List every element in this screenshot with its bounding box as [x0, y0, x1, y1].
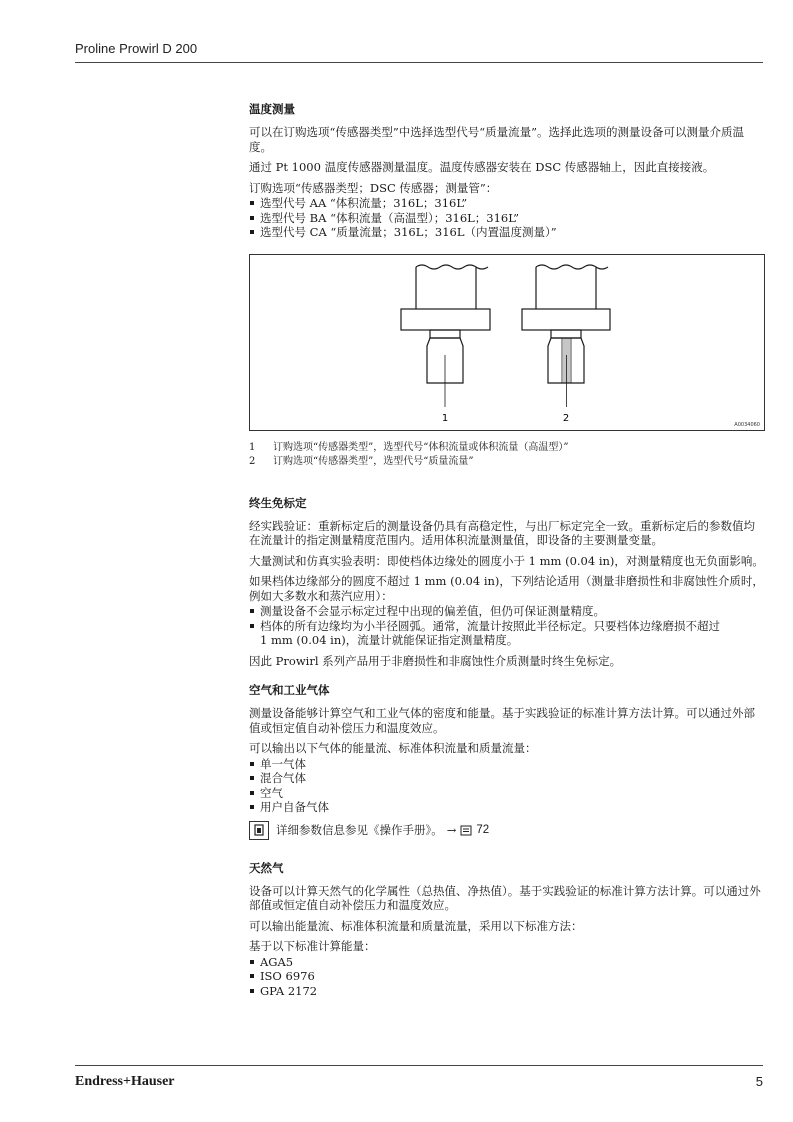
- list-item: 空气: [249, 786, 764, 801]
- temperature-sensor-element: [563, 338, 570, 383]
- page-icon[interactable]: [460, 825, 472, 836]
- note-reference: [249, 821, 764, 840]
- paragraph: 大量测试和仿真实验表明：即使档体边缘处的圆度小于 1 mm (0.04 in)，对测量精度也无负面影响。: [249, 553, 764, 568]
- paragraph: 设备可以计算天然气的化学属性（总热值、净热值）。基于实践验证的标准计算方法计算。可以通过外部值或恒定值自动补偿压力和温度效应。: [249, 883, 761, 912]
- footer-brand: Endress+Hauser: [75, 1074, 175, 1089]
- paragraph: 测量设备能够计算空气和工业气体的密度和能量。基于实践验证的标准计算方法计算。可以通过外部值或恒定值自动补偿压力和温度效应。: [249, 706, 755, 735]
- section-heading: 空气和工业气体: [249, 683, 330, 697]
- list-item: 单一气体: [249, 757, 764, 772]
- callout-1: 1: [441, 412, 449, 424]
- list-item: ISO 6976: [249, 969, 764, 984]
- legend-text: 订购选项“传感器类型”，选型代号“质量流量”: [273, 455, 474, 467]
- page-number: 5: [755, 1074, 763, 1089]
- paragraph: 因此 Prowirl 系列产品用于非磨损性和非腐蚀性介质测量时终生免标定。: [249, 653, 622, 668]
- flange-2: [522, 309, 610, 330]
- manual-reference-icon: [249, 821, 269, 840]
- section-heading: 终生免标定: [249, 495, 307, 510]
- bullet-list: [249, 196, 764, 240]
- list-item: 选型代号 BA “体积流量（高温型）；316L；316L”: [249, 211, 764, 226]
- bullet-list: [249, 955, 764, 999]
- arrow-right-icon: →: [446, 822, 457, 837]
- list-item: AGA5: [249, 955, 764, 970]
- sensor-figure: [249, 254, 765, 431]
- sensor-drawing: [250, 255, 764, 430]
- list-item: 测量设备不会显示标定过程中出现的偏差值，但仍可保证测量精度。: [249, 604, 764, 619]
- bullet-list: [249, 757, 764, 815]
- legend-text: 订购选项“传感器类型”，选型代号“体积流量或体积流量（高温型）”: [273, 441, 569, 453]
- paragraph: 经实践验证：重新标定后的测量设备仍具有高稳定性，与出厂标定完全一致。重新标定后的参数值均在流量计的指定测量精度范围内。适用体积流量测量值，即设备的主要测量变量。: [249, 518, 755, 547]
- paragraph: 通过 Pt 1000 温度传感器测量温度。温度传感器安装在 DSC 传感器轴上，因此直接接液。: [249, 160, 715, 174]
- list-item: 选型代号 CA “质量流量；316L；316L（内置温度测量）”: [249, 225, 764, 240]
- paragraph: 订购选项“传感器类型；DSC 传感器；测量管”：: [249, 180, 498, 195]
- paragraph: 可以输出能量流、标准体积流量和质量流量，采用以下标准方法：: [249, 918, 583, 933]
- legend-item: [249, 441, 764, 455]
- legend-number: 1: [249, 441, 256, 453]
- callout-2: 2: [562, 412, 570, 424]
- section-lifetime-calibration: [249, 495, 764, 669]
- list-item: GPA 2172: [249, 984, 764, 999]
- page-content: [249, 101, 764, 1004]
- paragraph: 可以输出以下气体的能量流、标准体积流量和质量流量：: [249, 741, 537, 755]
- document-header-title: Proline Prowirl D 200: [75, 41, 198, 56]
- list-item: 用户自备气体: [249, 800, 764, 815]
- paragraph: 基于以下标准计算能量：: [249, 939, 376, 953]
- list-item: [249, 619, 764, 648]
- section-heading: 温度测量: [249, 102, 295, 116]
- header-divider: [75, 62, 763, 63]
- list-item: 混合气体: [249, 771, 764, 786]
- break-line-2: [536, 265, 608, 269]
- paragraph: 可以在订购选项“传感器类型”中选择选型代号“质量流量”。选择此选项的测量设备可以测量介质温度。: [249, 125, 745, 154]
- break-line-1: [416, 265, 488, 269]
- list-item-line: 档体的所有边缘均为小半径圆弧。通常，流量计按照此半径标定。只要档体边缘磨损不超过: [260, 618, 720, 633]
- page-reference-link[interactable]: 72: [476, 823, 490, 836]
- flange-1: [401, 309, 490, 330]
- paragraph: 如果档体边缘部分的圆度不超过 1 mm (0.04 in)，下列结论适用（测量非磨损性和非腐蚀性介质时，例如大多数水和蒸汽应用）：: [249, 574, 764, 603]
- legend-number: 2: [249, 455, 256, 467]
- footer-divider: [75, 1065, 763, 1066]
- section-air-industrial-gases: [249, 682, 764, 840]
- note-text: 详细参数信息参见《操作手册》。: [276, 822, 443, 837]
- list-item: 选型代号 AA “体积流量；316L；316L”: [249, 196, 764, 211]
- figure-code: A0034060: [734, 421, 760, 428]
- bullet-list: [249, 604, 764, 648]
- section-natural-gas: [249, 860, 764, 999]
- figure-legend: [249, 441, 764, 469]
- section-heading: 天然气: [249, 860, 284, 875]
- section-temperature: [249, 101, 764, 469]
- list-item-line: 1 mm (0.04 in)，流量计就能保证指定测量精度。: [260, 633, 519, 647]
- legend-item: [249, 455, 764, 469]
